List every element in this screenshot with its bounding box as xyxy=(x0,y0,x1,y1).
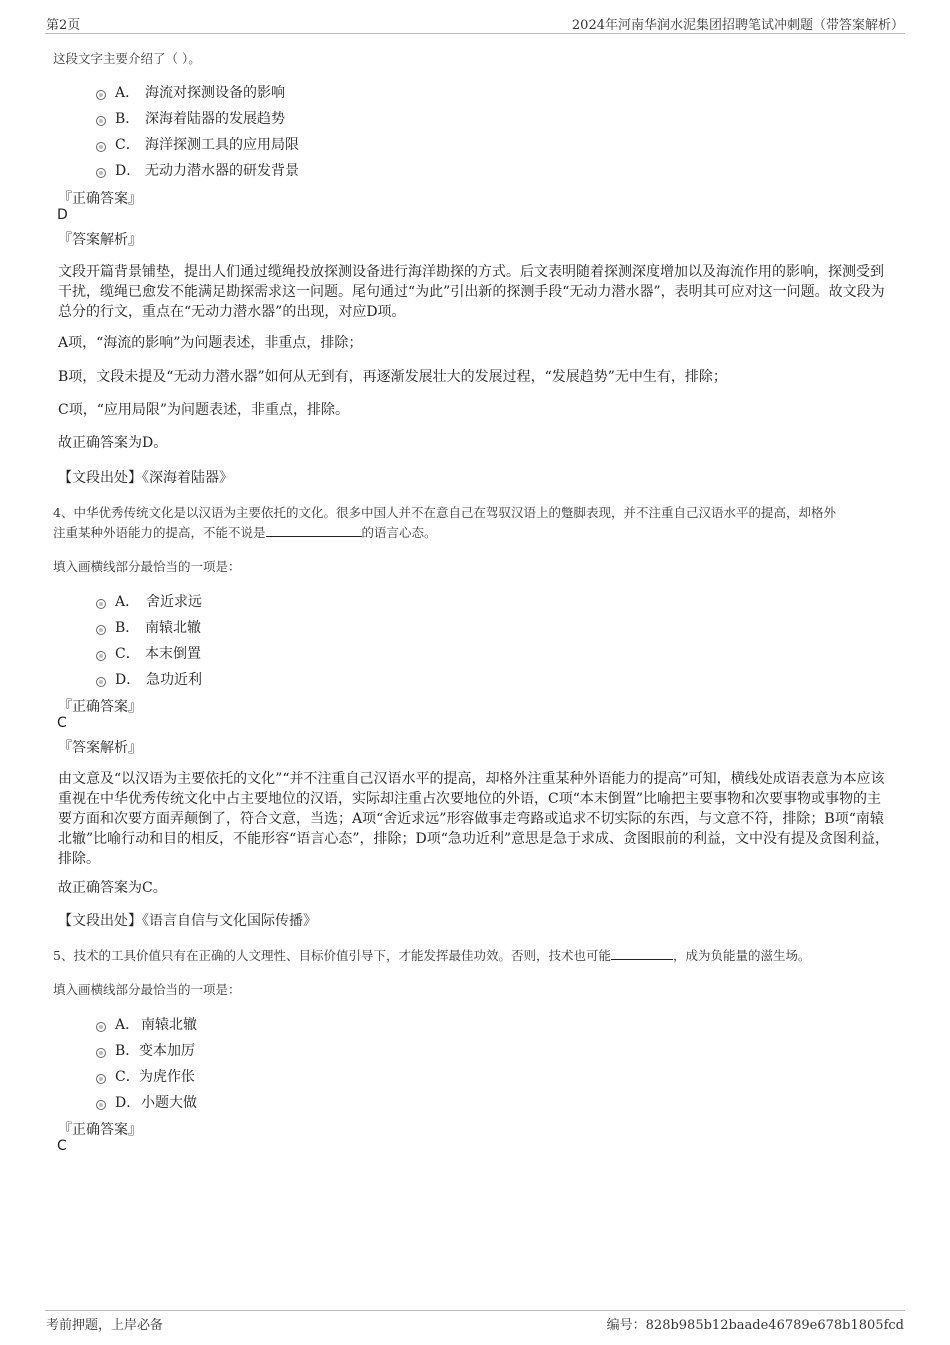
option-letter: A． xyxy=(115,1017,140,1033)
q4-conclusion: 故正确答案为C。 xyxy=(58,880,167,896)
option-text: 南辕北辙 xyxy=(141,1017,197,1033)
header-divider xyxy=(45,33,905,34)
radio-icon[interactable] xyxy=(96,142,106,152)
q3-conclusion: 故正确答案为D。 xyxy=(58,435,168,451)
option-text: 舍近求远 xyxy=(146,594,202,610)
radio-icon[interactable] xyxy=(96,116,106,126)
option-letter: B． xyxy=(115,111,140,127)
q4-stem-line1: 4、中华优秀传统文化是以汉语为主要依托的文化。很多中国人并不在意自己在驾驭汉语上的蹩脚表现，并不注重自己汉语水平的提高，却格外 xyxy=(53,505,836,520)
option-letter: B． xyxy=(115,1043,140,1059)
document-title: 2024年河南华润水泥集团招聘笔试冲刺题（带答案解析） xyxy=(571,18,904,33)
q4-source: 【文段出处】《语言自信与文化国际传播》 xyxy=(58,913,317,929)
q5-stem-tail: ，成为负能量的滋生场。 xyxy=(672,948,811,963)
footer-divider xyxy=(45,1310,905,1311)
option-text: 海洋探测工具的应用局限 xyxy=(145,137,299,153)
q4-answer: C xyxy=(57,715,67,731)
page-number: 第2页 xyxy=(46,18,81,33)
radio-icon[interactable] xyxy=(96,651,106,661)
q5-prompt: 填入画横线部分最恰当的一项是： xyxy=(53,982,241,997)
option-letter: C． xyxy=(115,646,140,662)
q3-source: 【文段出处】《深海着陆器》 xyxy=(58,470,233,486)
q3-analysis-paragraph: 文段开篇背景铺垫，提出人们通过缆绳投放探测设备进行海洋勘探的方式。后文表明随着探测深度增加以及海流作用的影响，探测受到干扰，缆绳已愈发不能满足勘探需求这一问题。尾句通过“为此”引出新的探测手段“无动力潜水器”，表明其可应对这一问题。故文段为总分的行文，重点在“无动力潜水器”的出现，对应D项。 xyxy=(58,264,885,320)
option-letter: D． xyxy=(115,163,141,179)
radio-icon[interactable] xyxy=(96,1100,106,1110)
option-text: 本末倒置 xyxy=(145,646,201,662)
option-text: 小题大做 xyxy=(141,1095,197,1111)
footer-doc-id: 编号：828b985b12baade46789e678b1805fcd xyxy=(606,1318,904,1333)
option-letter: B． xyxy=(115,620,140,636)
option-text: 无动力潜水器的研发背景 xyxy=(145,163,299,179)
q3-answer-label: 『正确答案』 xyxy=(58,191,142,207)
radio-icon[interactable] xyxy=(96,1048,106,1058)
q3-analysis-option-a: A项，“海流的影响”为问题表述，非重点，排除； xyxy=(58,335,363,351)
radio-icon[interactable] xyxy=(96,1074,106,1084)
q4-prompt: 填入画横线部分最恰当的一项是： xyxy=(53,559,241,574)
q5-stem-text: 5、技术的工具价值只有在正确的人文理性、目标价值引导下，才能发挥最佳功效。否则，技术也可能 xyxy=(53,948,611,963)
option-text: 深海着陆器的发展趋势 xyxy=(145,111,285,127)
radio-icon[interactable] xyxy=(96,168,106,178)
q4-stem-tail: 的语言心态。 xyxy=(361,525,437,540)
q5-answer: C xyxy=(57,1138,67,1154)
radio-icon[interactable] xyxy=(96,625,106,635)
q5-blank xyxy=(611,959,673,960)
q3-stem: 这段文字主要介绍了（ ）。 xyxy=(53,51,201,66)
q4-stem-line2 xyxy=(53,523,437,541)
option-letter: C． xyxy=(115,1069,140,1085)
q3-analysis-label: 『答案解析』 xyxy=(58,232,142,248)
option-text: 海流对探测设备的影响 xyxy=(145,85,285,101)
q3-analysis-option-c: C项，“应用局限”为问题表述，非重点，排除。 xyxy=(58,402,350,418)
q4-answer-label: 『正确答案』 xyxy=(58,699,142,715)
q3-analysis-option-b: B项，文段未提及“无动力潜水器”如何从无到有，再逐渐发展壮大的发展过程，“发展趋势”无中生有，排除； xyxy=(58,369,727,385)
option-letter: A． xyxy=(115,85,140,101)
q5-answer-label: 『正确答案』 xyxy=(58,1122,142,1138)
radio-icon[interactable] xyxy=(96,677,106,687)
q4-blank xyxy=(266,536,362,537)
q3-answer: D xyxy=(57,207,68,223)
option-letter: D． xyxy=(115,672,141,688)
q4-stem-text: 注重某种外语能力的提高，不能不说是 xyxy=(53,525,266,540)
option-text: 变本加厉 xyxy=(139,1043,195,1059)
option-text: 急功近利 xyxy=(146,672,202,688)
option-text: 南辕北辙 xyxy=(145,620,201,636)
radio-icon[interactable] xyxy=(96,599,106,609)
option-letter: A． xyxy=(115,594,140,610)
q4-analysis-label: 『答案解析』 xyxy=(58,740,142,756)
radio-icon[interactable] xyxy=(96,90,106,100)
radio-icon[interactable] xyxy=(96,1022,106,1032)
footer-slogan: 考前押题，上岸必备 xyxy=(46,1318,164,1333)
option-letter: C． xyxy=(115,137,140,153)
q5-stem xyxy=(53,946,810,964)
option-text: 为虎作伥 xyxy=(139,1069,195,1085)
option-letter: D． xyxy=(115,1095,141,1111)
q4-analysis-paragraph: 由文意及“以汉语为主要依托的文化”“并不注重自己汉语水平的提高，却格外注重某种外语能力的提高”可知，横线处成语表意为本应该重视在中华优秀传统文化中占主要地位的汉语，实际却注重占次要地位的外语，C项“本末倒置”比喻把主要事物和次要事物或事物的主要方面和次要方面弄颠倒了，符合文意，当选；A项“舍近求远”形容做事走弯路或追求不切实际的东西，与文意不符，排除；B项“南辕北辙”比喻行动和目的相反，不能形容“语言心态”，排除；D项“急功近利”意思是急于求成、贪图眼前的利益，文中没有提及贪图利益，排除。 xyxy=(58,771,890,867)
